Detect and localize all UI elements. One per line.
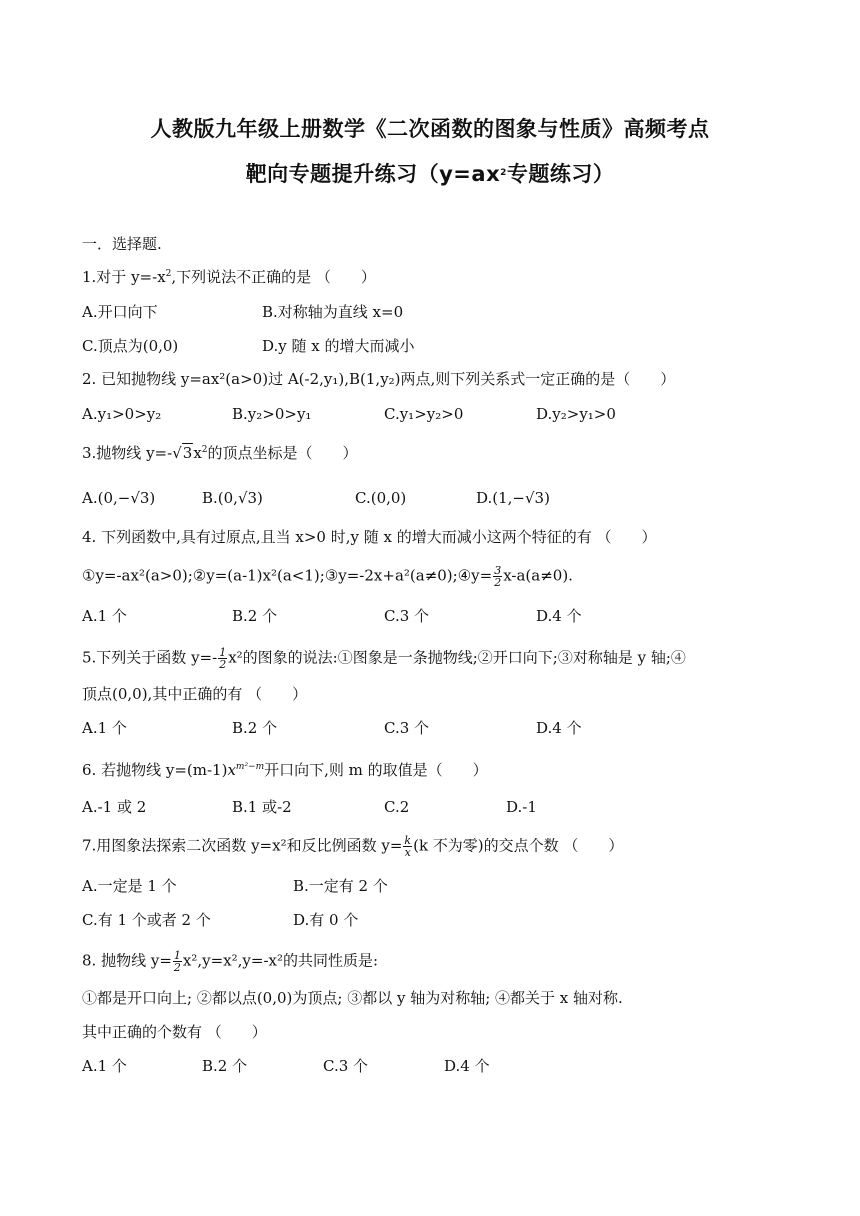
q4-option-a: A.1 个 bbox=[82, 607, 127, 625]
q5-option-a: A.1 个 bbox=[82, 719, 127, 737]
fraction: $\frac{1}{2}$ bbox=[219, 646, 227, 671]
q2-option-d: D.y₂>y₁>0 bbox=[536, 405, 616, 423]
question-5-stem: 5.下列关于函数 y=- $\frac{1}{2}$ x²的图象的说法:①图象是一条抛物线;②开口向下;③对称轴是 y 轴;④ bbox=[82, 646, 686, 671]
q8-option-c: C.3 个 bbox=[323, 1057, 369, 1075]
question-7-stem: 7.用图象法探索二次函数 y=x²和反比例函数 y= $\frac{k}{x}$ (k 不为零)的交点个数 （ ） bbox=[82, 834, 624, 859]
q8-option-d: D.4 个 bbox=[444, 1057, 490, 1075]
sqrt-symbol: √3 bbox=[172, 444, 193, 462]
title-line2-part2: 专题练习） bbox=[506, 162, 615, 186]
title-superscript: 2 bbox=[500, 168, 507, 178]
q2-option-c: C.y₁>y₂>0 bbox=[384, 405, 464, 423]
question-8-stem: 8. 抛物线 y= $\frac{1}{2}$ x²,y=x²,y=-x²的共同性质是: bbox=[82, 949, 379, 974]
question-5-stem-line2: 顶点(0,0),其中正确的有 （ ） bbox=[82, 685, 308, 703]
question-8-ask: 其中正确的个数有 （ ） bbox=[82, 1023, 267, 1041]
fraction: $\frac{3}{2}$ bbox=[494, 564, 502, 589]
q8-option-b: B.2 个 bbox=[202, 1057, 248, 1075]
question-8-properties: ①都是开口向上; ②都以点(0,0)为顶点; ③都以 y 轴为对称轴; ④都关于 x 轴对称. bbox=[82, 989, 623, 1007]
q7-option-a: A.一定是 1 个 bbox=[82, 877, 177, 895]
q6-option-b: B.1 或-2 bbox=[232, 798, 292, 816]
fraction: $\frac{k}{x}$ bbox=[404, 834, 412, 859]
q3-option-c: C.(0,0) bbox=[355, 489, 407, 507]
q4-option-b: B.2 个 bbox=[232, 607, 278, 625]
q2-option-a: A.y₁>0>y₂ bbox=[82, 405, 162, 423]
question-4-options: ①y=-ax²(a>0);②y=(a-1)x²(a<1);③y=-2x+a²(a≠0);④y= $\frac{3}{2}$ x-a(a≠0). bbox=[82, 564, 573, 589]
q2-option-b: B.y₂>0>y₁ bbox=[232, 405, 312, 423]
q3-option-d: D.(1,−√3) bbox=[476, 489, 550, 507]
question-6-stem: 6. 若抛物线 $y=(m-1)x^{m^2-m}$开口向下,则 m 的取值是（ ） bbox=[82, 761, 488, 779]
q6-option-c: C.2 bbox=[384, 798, 410, 816]
q3-option-a: A.(0,−√3) bbox=[82, 489, 156, 507]
q5-option-b: B.2 个 bbox=[232, 719, 278, 737]
section-heading: 一．选择题. bbox=[82, 235, 162, 253]
document-title-line2 bbox=[0, 158, 860, 188]
fraction: $\frac{1}{2}$ bbox=[173, 949, 181, 974]
q5-option-d: D.4 个 bbox=[536, 719, 582, 737]
question-1-stem: 1.对于 $y=-x^2$,下列说法不正确的是 （ ） bbox=[82, 268, 376, 286]
q5-option-c: C.3 个 bbox=[384, 719, 430, 737]
question-3-stem: 3.抛物线 $y=-√3x^2$的顶点坐标是（ ） bbox=[82, 444, 358, 462]
q8-option-a: A.1 个 bbox=[82, 1057, 127, 1075]
question-2-stem: 2. 已知抛物线 y=ax²(a>0)过 A(-2,y₁),B(1,y₂)两点,则下列关系式一定正确的是（ ） bbox=[82, 370, 676, 388]
q3-option-b: B.(0,√3) bbox=[202, 489, 263, 507]
q7-option-d: D.有 0 个 bbox=[293, 911, 359, 929]
document-title-line1: 人教版九年级上册数学《二次函数的图象与性质》高频考点 bbox=[150, 117, 710, 141]
question-4-stem: 4. 下列函数中,具有过原点,且当 x>0 时,y 随 x 的增大而减小这两个特征的有 （ ） bbox=[82, 528, 657, 546]
q6-option-d: D.-1 bbox=[506, 798, 537, 816]
q4-option-d: D.4 个 bbox=[536, 607, 582, 625]
q1-option-d: D.y 随 x 的增大而减小 bbox=[262, 337, 415, 355]
q1-option-c: C.顶点为(0,0) bbox=[82, 337, 179, 355]
title-line2-part1: 靶向专题提升练习（y=ax bbox=[245, 162, 501, 186]
q1-option-a: A.开口向下 bbox=[82, 303, 158, 321]
q7-option-b: B.一定有 2 个 bbox=[293, 877, 388, 895]
q7-option-c: C.有 1 个或者 2 个 bbox=[82, 911, 211, 929]
q1-option-b: B.对称轴为直线 x=0 bbox=[262, 303, 404, 321]
q6-option-a: A.-1 或 2 bbox=[82, 798, 147, 816]
q4-option-c: C.3 个 bbox=[384, 607, 430, 625]
